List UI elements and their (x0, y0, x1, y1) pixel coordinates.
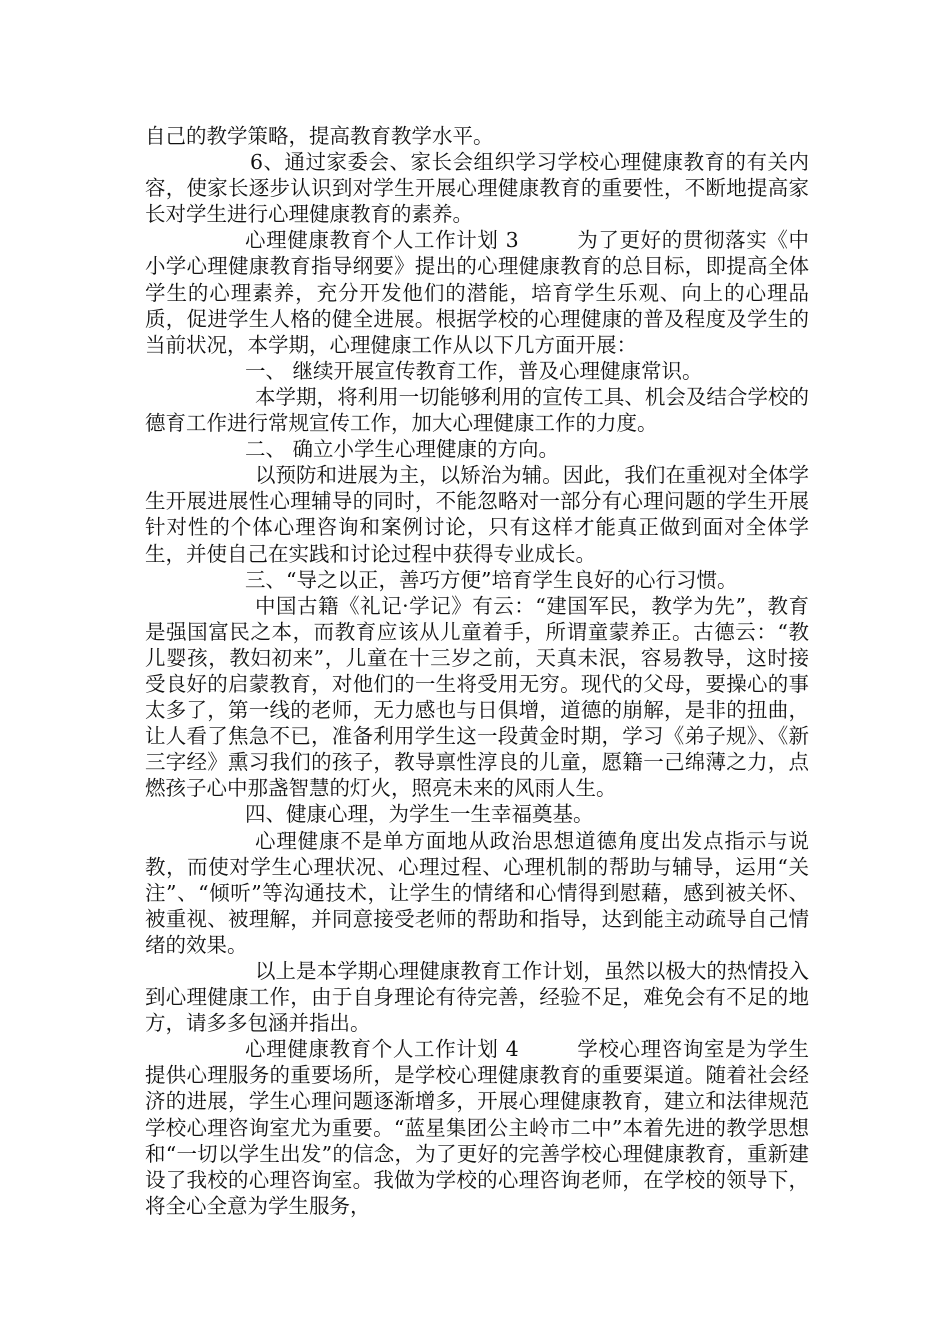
plan-3-paragraph (145, 227, 809, 357)
plan-4-intro: 学校心理咨询室是为学生提供心理服务的重要场所，是学校心理健康教育的重要渠道。随着社会经济的进展，学生心理问题逐渐增多，开展心理健康教育，建立和法律规范学校心理咨询室尤为重要。“蓝星集团公主岭市二中”本着先进的教学思想和“一切以学生出发”的信念，为了更好的完善学校心理健康教育，重新建设了我校的心理咨询室。我做为学校的心理咨询老师，在学校的领导下，将全心全意为学生服务， (145, 1037, 810, 1218)
section-2-heading: 二、 确立小学生心理健康的方向。 (245, 437, 560, 462)
plan-4-paragraph (145, 1036, 809, 1219)
section-1-body: 本学期，将利用一切能够利用的宣传工具、机会及结合学校的德育工作进行常规宣传工作，加大心理健康工作的力度。 (145, 384, 809, 436)
section-3-heading: 三、“导之以正，善巧方便”培育学生良好的心行习惯。 (245, 567, 738, 592)
paragraph-continued: 自己的教学策略，提高教育教学水平。 (145, 124, 494, 148)
section-4-body: 心理健康不是单方面地从政治思想道德角度出发点指示与说教，而使对学生心理状况、心理过程、心理机制的帮助与辅导，运用“关注”、“倾听”等沟通技术，让学生的情绪和心情得到慰藉，感到被关怀、被重视、被理解，并同意接受老师的帮助和指导，达到能主动疏导自己情绪的效果。 (145, 828, 809, 957)
plan-3-conclusion: 以上是本学期心理健康教育工作计划，虽然以极大的热情投入到心理健康工作，由于自身理论有待完善，经验不足，难免会有不足的地方，请多多包涵并指出。 (145, 959, 809, 1036)
document-page (145, 123, 809, 1219)
section-1-heading: 一、 继续开展宣传教育工作，普及心理健康常识。 (245, 358, 703, 383)
plan-3-title: 心理健康教育个人工作计划 3 (245, 228, 519, 253)
section-4-heading: 四、健康心理，为学生一生幸福奠基。 (245, 802, 594, 827)
section-2-body: 以预防和进展为主，以矫治为辅。因此，我们在重视对全体学生开展进展性心理辅导的同时，不能忽略对一部分有心理问题的学生开展针对性的个体心理咨询和案例讨论，只有这样才能真正做到面对全体学生，并使自己在实践和讨论过程中获得专业成长。 (145, 463, 809, 566)
plan-4-title: 心理健康教育个人工作计划 4 (245, 1037, 519, 1062)
section-3-body: 中国古籍《礼记·学记》有云：“建国军民，教学为先”，教育是强国富民之本，而教育应该从儿童着手，所谓童蒙养正。古德云：“教儿婴孩，教妇初来”，儿童在十三岁之前，天真未泯，容易教导，这时接受良好的启蒙教育，对他们的一生将受用无穷。现代的父母，要操心的事太多了，第一线的老师，无力感也与日俱增，道德的崩解，是非的扭曲，让人看了焦急不已，准备利用学生这一段黄金时期，学习《弟子规》、《新三字经》熏习我们的孩子，教导禀性淳良的儿童，愿籍一己绵薄之力，点燃孩子心中那盏智慧的灯火，照亮未来的风雨人生。 (145, 593, 809, 801)
paragraph-item-6: 6、通过家委会、家长会组织学习学校心理健康教育的有关内容，使家长逐步认识到对学生开展心理健康教育的重要性，不断地提高家长对学生进行心理健康教育的素养。 (145, 150, 809, 227)
plan-3-intro: 为了更好的贯彻落实《中小学心理健康教育指导纲要》提出的心理健康教育的总目标，即提高全体学生的心理素养，充分开发他们的潜能，培育学生乐观、向上的心理品质，促进学生人格的健全进展。根据学校的心理健康的普及程度及学生的当前状况，本学期，心理健康工作从以下几方面开展： (145, 228, 810, 357)
